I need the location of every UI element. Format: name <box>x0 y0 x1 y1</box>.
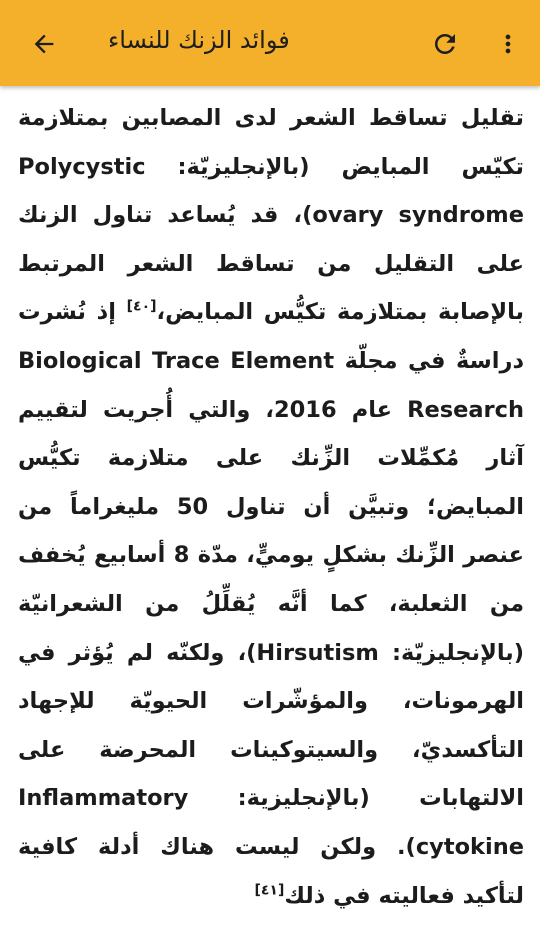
dose-value: 50 <box>176 493 209 520</box>
english-term: Polycystic ovary syndrome <box>18 153 524 229</box>
weeks-value: 8 <box>173 542 190 569</box>
study-year: 2016 <box>273 396 337 423</box>
text-segment: )، قد يُساعد تناول الزنك على التقليل من تساقط الشعر المرتبط بالإصابة بمتلازمة تكيُّس المبايض، <box>18 202 524 326</box>
more-vert-icon <box>494 30 522 58</box>
app-bar <box>0 0 540 86</box>
english-term: Hirsutism <box>256 639 379 666</box>
refresh-button[interactable] <box>424 23 466 65</box>
journal-name: Biological Trace Element Research <box>18 347 524 423</box>
article-body <box>18 94 524 920</box>
text-segment: أسابيع يُخفف من الثعلبة، كما أنَّه يُقلِّلُ من الشعرانيّة (بالإنجليزيّة: <box>18 542 524 666</box>
text-segment: إذ نُشرت دراسةٌ في مجلّة <box>18 299 524 374</box>
english-term: Inflammatory cytokine <box>18 785 524 860</box>
arrow-back-icon <box>30 30 58 58</box>
page-title: فوائد الزنك للنساء <box>108 26 290 54</box>
text-segment: عام <box>336 396 408 423</box>
article-paragraph <box>18 94 524 920</box>
back-button[interactable] <box>24 24 64 64</box>
refresh-icon <box>430 29 460 59</box>
text-segment: )، ولكنّه لم يُؤثر في الهرمونات، والمؤشّرات الحيويّة للإجهاد التأكسديّ، والسيتوكينات المحرضة على الالتهابات (بالإنجليزية: <box>18 639 524 812</box>
reference-link[interactable]: [٤١] <box>254 882 285 898</box>
text-segment: ). ولكن ليست هناك أدلة كافية لتأكيد فعاليته في ذلك <box>18 833 524 909</box>
text-segment: مليغراماً من عنصر الزِّنك بشكلٍ يوميٍّ، مدّة <box>18 493 524 569</box>
text-segment: تقليل تساقط الشعر لدى المصابين بمتلازمة تكيّس المبايض (بالإنجليزيّة: <box>18 105 524 180</box>
text-segment: ، والتي أُجريت لتقييم آثار مُكمِّلات الزِّنك على متلازمة تكيُّس المبايض؛ وتبيَّن أن تناول <box>18 396 524 520</box>
more-options-button[interactable] <box>488 23 528 65</box>
reference-link[interactable]: [٤٠] <box>126 298 157 315</box>
